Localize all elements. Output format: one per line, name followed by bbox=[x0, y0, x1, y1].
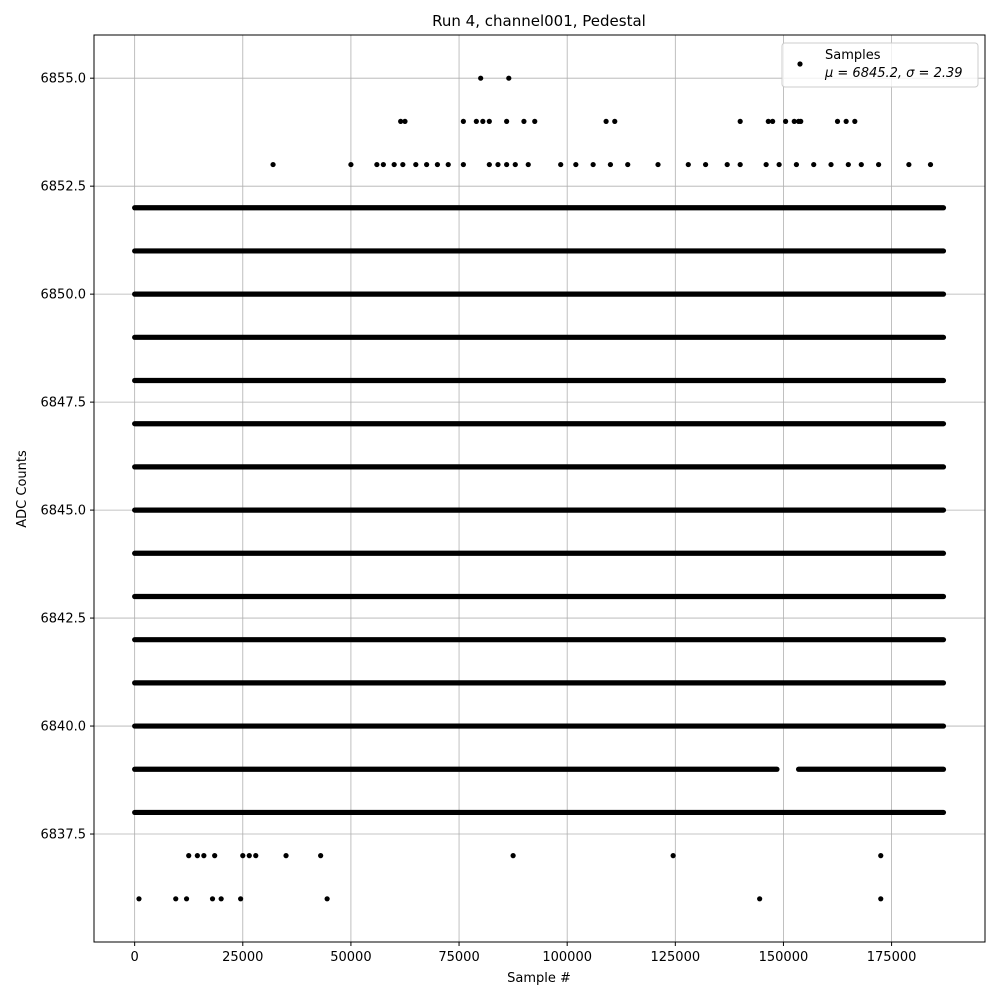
y-tick-label: 6837.5 bbox=[40, 827, 86, 843]
sample-point bbox=[381, 162, 386, 167]
sample-point bbox=[828, 162, 833, 167]
y-tick-label: 6840.0 bbox=[40, 719, 86, 735]
sample-point bbox=[253, 853, 258, 858]
y-tick-label: 6852.5 bbox=[40, 179, 86, 195]
sample-point bbox=[906, 162, 911, 167]
sample-point bbox=[402, 119, 407, 124]
legend-series-detail: μ = 6845.2, σ = 2.39 bbox=[825, 66, 963, 81]
sample-point bbox=[532, 119, 537, 124]
x-tick-label: 100000 bbox=[542, 950, 593, 965]
sample-point bbox=[136, 896, 141, 901]
sample-point bbox=[325, 896, 330, 901]
sample-point bbox=[859, 162, 864, 167]
sample-point bbox=[270, 162, 275, 167]
sample-point bbox=[738, 119, 743, 124]
sample-point bbox=[928, 162, 933, 167]
legend-marker bbox=[797, 61, 802, 66]
x-tick-label: 175000 bbox=[866, 950, 917, 965]
sample-point bbox=[461, 162, 466, 167]
sample-point bbox=[783, 119, 788, 124]
x-axis-label: Sample # bbox=[507, 971, 571, 986]
sample-point bbox=[612, 119, 617, 124]
sample-point bbox=[247, 853, 252, 858]
legend bbox=[782, 43, 978, 87]
sample-point bbox=[738, 162, 743, 167]
sample-point bbox=[478, 76, 483, 81]
sample-point bbox=[777, 162, 782, 167]
y-tick-label: 6855.0 bbox=[40, 71, 86, 87]
sample-point bbox=[876, 162, 881, 167]
legend-series-name: Samples bbox=[825, 48, 881, 63]
sample-point bbox=[604, 119, 609, 124]
sample-point bbox=[487, 119, 492, 124]
sample-point bbox=[201, 853, 206, 858]
sample-point bbox=[671, 853, 676, 858]
sample-point bbox=[513, 162, 518, 167]
x-tick-label: 25000 bbox=[222, 950, 264, 965]
sample-point bbox=[504, 119, 509, 124]
sample-point bbox=[474, 119, 479, 124]
x-tick-label: 0 bbox=[130, 950, 139, 965]
sample-point bbox=[511, 853, 516, 858]
sample-point bbox=[461, 119, 466, 124]
sample-point bbox=[852, 119, 857, 124]
y-tick-label: 6842.5 bbox=[40, 611, 86, 627]
x-tick-label: 75000 bbox=[438, 950, 480, 965]
sample-point bbox=[446, 162, 451, 167]
sample-point bbox=[238, 896, 243, 901]
sample-point bbox=[184, 896, 189, 901]
sample-point bbox=[318, 853, 323, 858]
sample-point bbox=[495, 162, 500, 167]
sample-point bbox=[219, 896, 224, 901]
sample-point bbox=[608, 162, 613, 167]
sample-point bbox=[240, 853, 245, 858]
sample-point bbox=[283, 853, 288, 858]
sample-point bbox=[348, 162, 353, 167]
sample-point bbox=[173, 896, 178, 901]
sample-point bbox=[878, 853, 883, 858]
x-tick-label: 150000 bbox=[758, 950, 809, 965]
sample-point bbox=[424, 162, 429, 167]
sample-point bbox=[558, 162, 563, 167]
sample-point bbox=[435, 162, 440, 167]
sample-point bbox=[480, 119, 485, 124]
sample-point bbox=[573, 162, 578, 167]
y-axis-label: ADC Counts bbox=[15, 450, 30, 528]
sample-point bbox=[400, 162, 405, 167]
points-layer bbox=[135, 76, 944, 902]
sample-point bbox=[625, 162, 630, 167]
sample-point bbox=[521, 119, 526, 124]
y-tick-label: 6850.0 bbox=[40, 287, 86, 303]
sample-point bbox=[392, 162, 397, 167]
sample-point bbox=[655, 162, 660, 167]
sample-point bbox=[591, 162, 596, 167]
sample-point bbox=[506, 76, 511, 81]
plot-frame bbox=[94, 35, 985, 942]
sample-point bbox=[212, 853, 217, 858]
sample-point bbox=[526, 162, 531, 167]
sample-point bbox=[764, 162, 769, 167]
x-tick-label: 50000 bbox=[330, 950, 372, 965]
sample-point bbox=[725, 162, 730, 167]
sample-point bbox=[794, 162, 799, 167]
sample-point bbox=[686, 162, 691, 167]
chart-title: Run 4, channel001, Pedestal bbox=[432, 12, 646, 30]
sample-point bbox=[195, 853, 200, 858]
sample-point bbox=[846, 162, 851, 167]
sample-point bbox=[844, 119, 849, 124]
y-tick-label: 6845.0 bbox=[40, 503, 86, 519]
sample-point bbox=[487, 162, 492, 167]
sample-point bbox=[186, 853, 191, 858]
y-tick-label: 6847.5 bbox=[40, 395, 86, 411]
sample-point bbox=[210, 896, 215, 901]
sample-point bbox=[504, 162, 509, 167]
sample-point bbox=[770, 119, 775, 124]
sample-point bbox=[798, 119, 803, 124]
sample-point bbox=[811, 162, 816, 167]
sample-point bbox=[878, 896, 883, 901]
sample-point bbox=[703, 162, 708, 167]
x-tick-label: 125000 bbox=[650, 950, 701, 965]
sample-point bbox=[835, 119, 840, 124]
sample-point bbox=[757, 896, 762, 901]
sample-point bbox=[374, 162, 379, 167]
sample-point bbox=[413, 162, 418, 167]
grid-layer bbox=[94, 35, 985, 942]
